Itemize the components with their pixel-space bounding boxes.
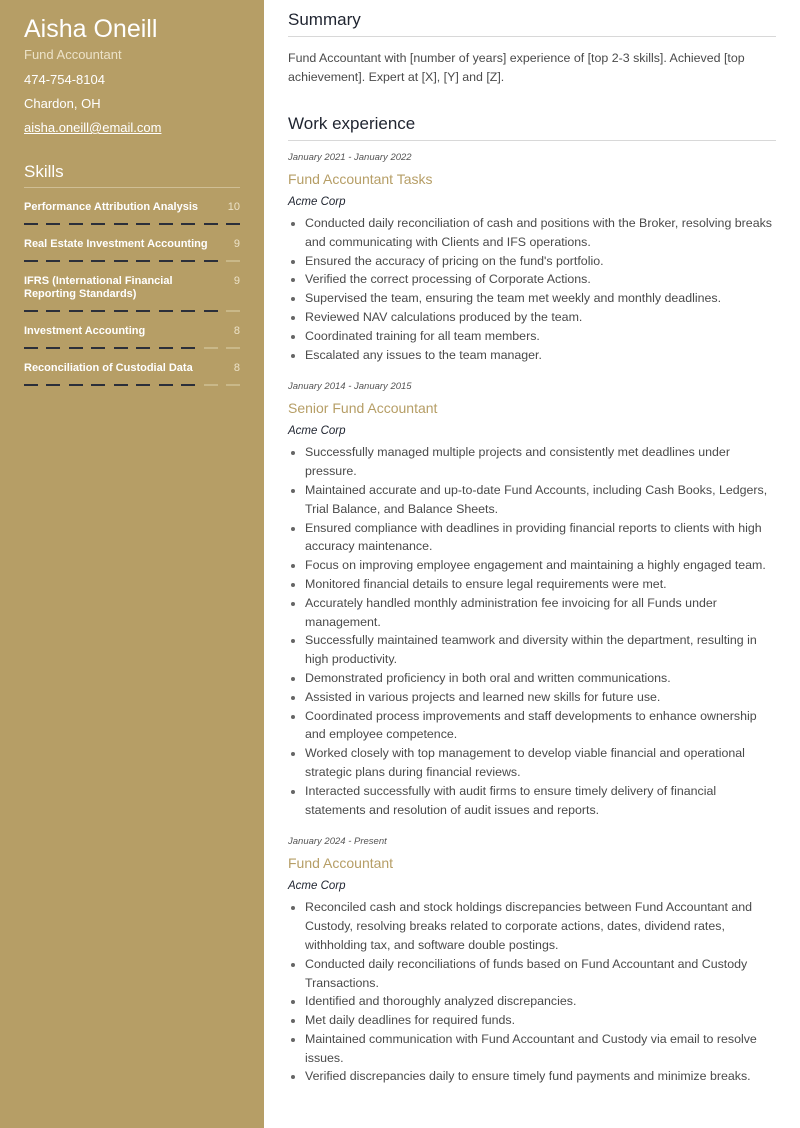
skill-level-dash [114,223,128,225]
job-bullet: Interacted successfully with audit firms to ensure timely delivery of financial statements and resolution of audit issues and reports. [288,782,776,820]
job-title: Senior Fund Accountant [288,400,438,417]
job-bullet: Verified discrepancies daily to ensure timely fund payments and minimize breaks. [288,1067,776,1086]
summary-heading: Summary [288,10,776,37]
job-bullet: Maintained accurate and up-to-date Fund Accounts, including Cash Books, Ledgers, Trial Balance, and Balance Sheets. [288,481,776,519]
skill-level-dash [69,260,83,262]
skill-level-bar [24,347,240,349]
skill-level-dash [204,223,218,225]
job-dates: January 2024 - Present [288,836,387,848]
skills-list [24,201,240,386]
work-experience-heading: Work experience [288,114,776,141]
skill-level-dash [91,310,105,312]
skill-level-dash [46,310,60,312]
skill-level-dash [226,310,240,312]
skill-level-dash [114,260,128,262]
skill-level-dash [226,260,240,262]
skill-level-dash [91,384,105,386]
job-bullet: Demonstrated proficiency in both oral and written communications. [288,669,776,688]
skill-level-dash [136,260,150,262]
skill-score: 9 [233,238,240,250]
skill-level-dash [91,223,105,225]
skill-item [24,275,240,312]
candidate-name: Aisha Oneill [24,15,158,43]
skill-level-dash [226,384,240,386]
job-bullet: Accurately handled monthly administration fee invoicing for all Funds under management. [288,594,776,632]
skill-level-dash [204,347,218,349]
job-bullet: Assisted in various projects and learned new skills for future use. [288,688,776,707]
job-bullets [288,443,776,819]
job-bullet: Monitored financial details to ensure legal requirements were met. [288,575,776,594]
skill-level-dash [69,347,83,349]
job-company: Acme Corp [288,425,346,438]
candidate-title: Fund Accountant [24,47,122,62]
job-bullet: Ensured the accuracy of pricing on the fund's portfolio. [288,252,776,271]
skill-level-dash [24,223,38,225]
skill-level-dash [46,223,60,225]
skill-level-dash [136,310,150,312]
job-company: Acme Corp [288,196,346,208]
skill-level-dash [114,384,128,386]
job-bullet: Worked closely with top management to develop viable financial and operational strategic plans during financial reviews. [288,744,776,782]
skill-level-dash [181,310,195,312]
job-bullets [288,898,776,1086]
job-bullet: Focus on improving employee engagement and maintaining a highly engaged team. [288,556,776,575]
job-bullet: Identified and thoroughly analyzed discrepancies. [288,992,776,1011]
skill-name: Investment Accounting [24,325,146,337]
summary-text: Fund Accountant with [number of years] experience of [top 2-3 skills]. Achieved [top achievement]. Expert at [X], [Y] and [Z]. [288,51,745,84]
skill-level-dash [46,260,60,262]
skill-name: IFRS (International Financial Reporting Standards) [24,275,173,300]
skill-level-dash [46,347,60,349]
skill-item [24,201,240,225]
job-bullet: Conducted daily reconciliations of funds based on Fund Accountant and Custody Transactions. [288,955,776,993]
skill-level-dash [46,384,60,386]
job-dates: January 2014 - January 2015 [288,381,412,393]
skill-level-dash [181,384,195,386]
skill-name: Real Estate Investment Accounting [24,238,208,250]
skill-item [24,325,240,349]
skill-level-bar [24,260,240,262]
skill-level-dash [226,223,240,225]
job-bullet: Escalated any issues to the team manager. [288,346,776,365]
job-entry [288,152,776,364]
skill-level-dash [204,384,218,386]
job-bullet: Conducted daily reconciliation of cash and positions with the Broker, resolving breaks and communicating with Clients and IFS operations. [288,214,776,252]
skill-level-dash [159,310,173,312]
skill-level-dash [159,223,173,225]
job-bullet: Coordinated process improvements and staff developments to enhance ownership and employee competence. [288,707,776,745]
skill-level-dash [136,223,150,225]
job-title: Fund Accountant Tasks [288,171,433,187]
skill-level-dash [226,347,240,349]
main-content [288,0,776,1086]
skill-level-dash [24,347,38,349]
skill-level-dash [114,310,128,312]
skill-row [24,325,240,338]
skill-row [24,275,240,301]
job-entry [288,381,776,819]
skills-heading: Skills [24,162,240,188]
job-bullets [288,214,776,364]
skill-score: 8 [233,325,240,337]
skill-row [24,362,240,375]
job-company: Acme Corp [288,880,346,893]
skill-score: 8 [233,362,240,374]
job-bullet: Met daily deadlines for required funds. [288,1011,776,1030]
skill-level-dash [24,310,38,312]
jobs-list [288,152,776,1086]
job-dates: January 2021 - January 2022 [288,152,412,163]
sidebar [0,0,264,1128]
skill-level-dash [114,347,128,349]
skill-level-dash [159,260,173,262]
job-bullet: Maintained communication with Fund Accountant and Custody via email to resolve issues. [288,1030,776,1068]
skill-level-dash [69,384,83,386]
location: Chardon, OH [24,96,101,111]
job-bullet: Ensured compliance with deadlines in providing financial reports to clients with high accuracy maintenance. [288,519,776,557]
skill-name: Performance Attribution Analysis [24,201,198,213]
job-bullet: Reconciled cash and stock holdings discrepancies between Fund Accountant and Custody, resolving breaks related to corporate actions, dates, dividend rates, withholding tax, and software double postings. [288,898,776,954]
job-bullet: Verified the correct processing of Corporate Actions. [288,270,776,289]
skill-level-dash [24,384,38,386]
phone-number: 474-754-8104 [24,72,105,87]
skill-row [24,201,240,214]
job-bullet: Successfully managed multiple projects and consistently met deadlines under pressure. [288,443,776,481]
skill-level-dash [159,384,173,386]
skill-score: 10 [227,201,240,213]
job-bullet: Supervised the team, ensuring the team met weekly and monthly deadlines. [288,289,776,308]
skill-level-dash [69,223,83,225]
skill-name: Reconciliation of Custodial Data [24,362,193,374]
skill-level-dash [204,310,218,312]
skill-level-dash [181,223,195,225]
email-row [24,120,240,136]
skill-level-dash [69,310,83,312]
skill-level-dash [181,347,195,349]
skill-level-dash [204,260,218,262]
skill-score: 9 [233,275,240,287]
skill-level-bar [24,384,240,386]
job-bullet: Successfully maintained teamwork and diversity within the department, resulting in high productivity. [288,631,776,669]
job-bullet: Reviewed NAV calculations produced by the team. [288,308,776,327]
skill-level-dash [159,347,173,349]
skill-level-bar [24,223,240,225]
job-bullet: Coordinated training for all team members. [288,327,776,346]
skill-level-dash [136,347,150,349]
skill-level-dash [136,384,150,386]
email-link[interactable]: aisha.oneill@email.com [24,120,162,135]
skill-item [24,238,240,262]
skill-level-dash [181,260,195,262]
skill-level-bar [24,310,240,312]
job-entry [288,836,776,1086]
skill-item [24,362,240,386]
skill-level-dash [91,347,105,349]
skill-level-dash [24,260,38,262]
job-title: Fund Accountant [288,855,394,872]
skill-level-dash [91,260,105,262]
skill-row [24,238,240,251]
